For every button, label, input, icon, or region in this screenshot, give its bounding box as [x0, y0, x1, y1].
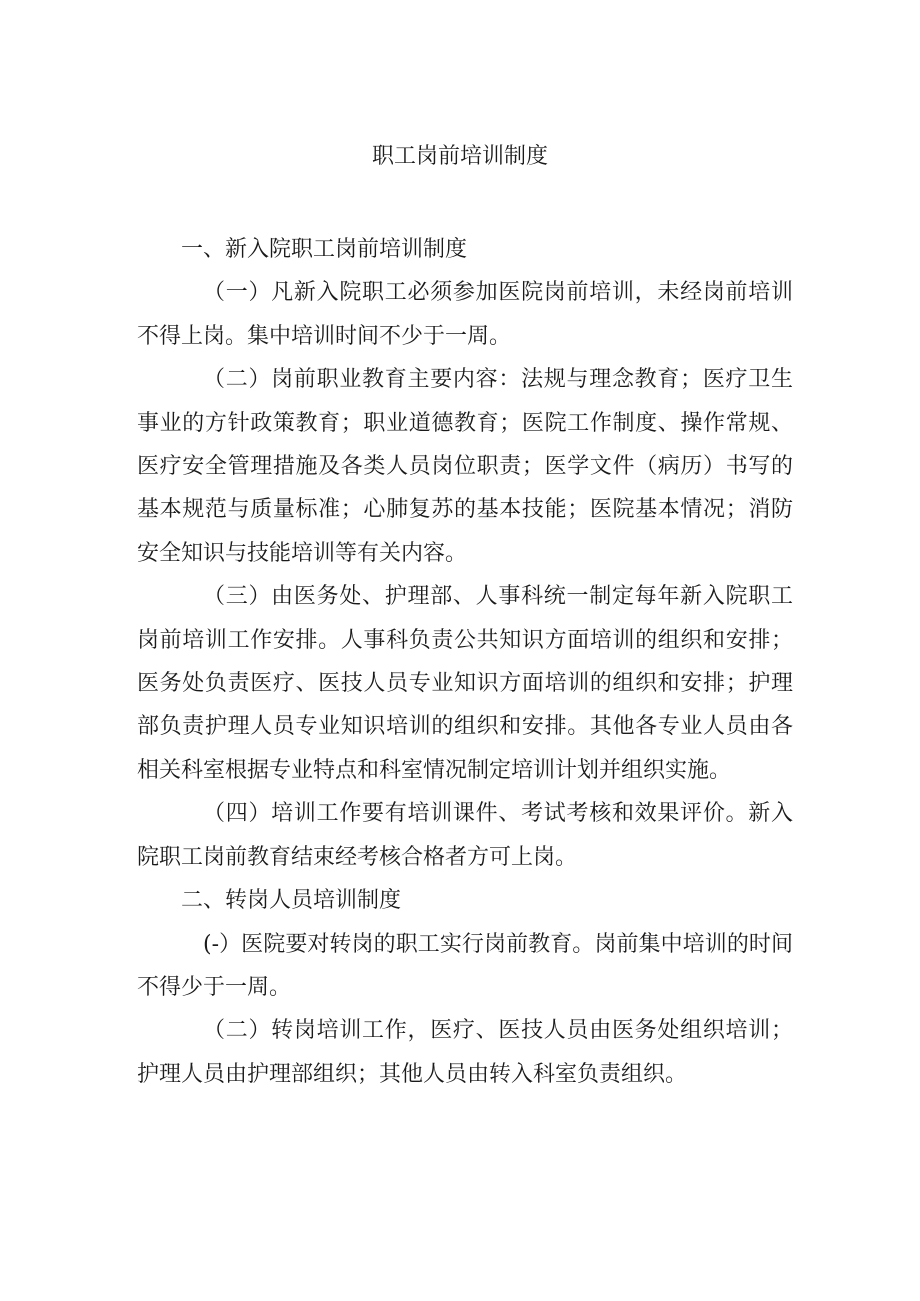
document-body [137, 228, 793, 1096]
section-1-paragraph-2: （二）岗前职业教育主要内容：法规与理念教育；医疗卫生事业的方针政策教育；职业道德教育；医院工作制度、操作常规、医疗安全管理措施及各类人员岗位职责；医学文件（病历）书写的基本规范与质量标准；心肺复苏的基本技能；医院基本情况；消防安全知识与技能培训等有关内容。 [137, 367, 793, 566]
section-2-paragraph-1: (-）医院要对转岗的职工实行岗前教育。岗前集中培训的时间不得少于一周。 [137, 931, 793, 1000]
section-1-paragraph-4: （四）培训工作要有培训课件、考试考核和效果评价。新入院职工岗前教育结束经考核合格者方可上岗。 [137, 801, 793, 870]
section-1-paragraph-3: （三）由医务处、护理部、人事科统一制定每年新入院职工岗前培训工作安排。人事科负责公共知识方面培训的组织和安排；医务处负责医疗、医技人员专业知识方面培训的组织和安排；护理部负责护理人员专业知识培训的组织和安排。其他各专业人员由各相关科室根据专业特点和科室情况制定培训计划并组织实施。 [137, 584, 793, 783]
section-heading-2: 二、转岗人员培训制度 [181, 888, 402, 914]
section-heading-1: 一、新入院职工岗前培训制度 [181, 237, 468, 262]
document-title: 职工岗前培训制度 [371, 144, 548, 169]
section-2-paragraph-2: （二）转岗培训工作，医疗、医技人员由医务处组织培训；护理人员由护理部组织；其他人员由转入科室负责组织。 [137, 1018, 793, 1087]
section-1-paragraph-1: （一）凡新入院职工必须参加医院岗前培训，未经岗前培训不得上岗。集中培训时间不少于一周。 [137, 280, 793, 349]
